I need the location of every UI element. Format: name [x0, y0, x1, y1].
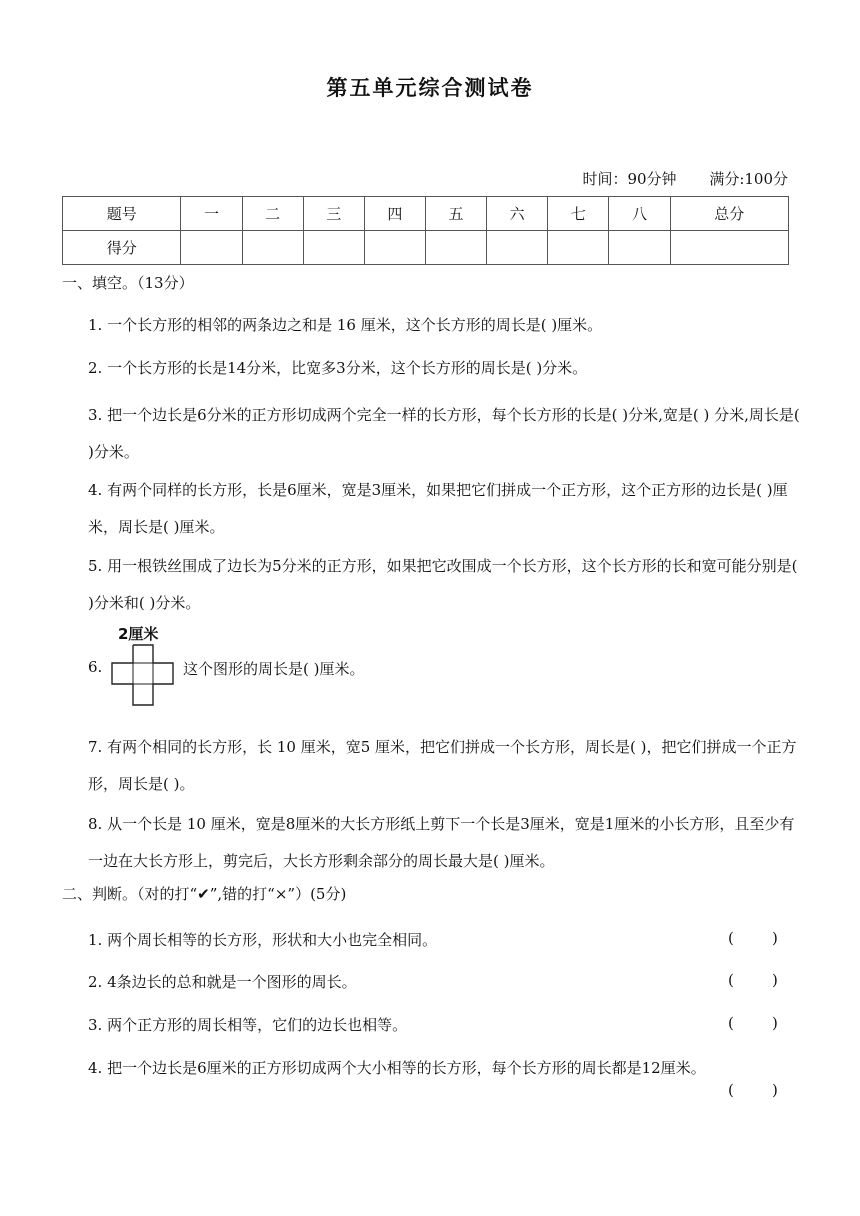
score-cell: 二	[242, 197, 303, 231]
score-input-cell[interactable]	[670, 231, 788, 265]
score-input-cell[interactable]	[609, 231, 670, 265]
score-cell: 八	[609, 197, 670, 231]
question-item: 1. 一个长方形的相邻的两条边之和是 16 厘米，这个长方形的周长是( )厘米。	[88, 316, 603, 334]
answer-blank[interactable]: ( )	[728, 929, 778, 947]
score-cell: 总分	[670, 197, 788, 231]
judgment-item: 1. 两个周长相等的长方形，形状和大小也完全相同。	[88, 931, 438, 949]
score-input-cell[interactable]	[487, 231, 548, 265]
answer-blank[interactable]: ( )	[728, 1014, 778, 1032]
exam-meta	[554, 168, 788, 189]
figure-label: 2厘米	[118, 625, 159, 643]
question-number: 6.	[88, 658, 103, 676]
score-input-cell[interactable]	[242, 231, 303, 265]
score-input-cell[interactable]	[181, 231, 242, 265]
answer-blank[interactable]: ( )	[728, 971, 778, 989]
score-cell: 六	[487, 197, 548, 231]
answer-blank[interactable]: ( )	[728, 1081, 778, 1099]
score-input-cell[interactable]	[548, 231, 609, 265]
time-limit: 时间：90分钟	[582, 170, 677, 188]
score-table	[62, 196, 789, 265]
score-input-cell[interactable]	[303, 231, 364, 265]
question-item: 7. 有两个相同的长方形，长 10 厘米，宽5 厘米，把它们拼成一个长方形，周长是( )，把它们拼成一个正方形，周长是( )。	[88, 738, 797, 793]
score-cell: 得分	[63, 231, 181, 265]
judgment-item: 4. 把一个边长是6厘米的正方形切成两个大小相等的长方形，每个长方形的周长都是12厘米。	[88, 1059, 706, 1077]
score-table-header-row	[63, 197, 789, 231]
question-item: 3. 把一个边长是6分米的正方形切成两个完全一样的长方形，每个长方形的长是( )分米,宽是( ) 分米,周长是( )分米。	[88, 406, 800, 461]
page-title: 第五单元综合测试卷	[326, 75, 534, 100]
judgment-item: 2. 4条边长的总和就是一个图形的周长。	[88, 973, 357, 991]
full-score: 满分:100分	[709, 170, 788, 188]
question-text: 这个图形的周长是( )厘米。	[183, 660, 365, 678]
cross-figure	[110, 625, 180, 707]
score-cell: 七	[548, 197, 609, 231]
score-input-cell[interactable]	[425, 231, 486, 265]
question-item: 2. 一个长方形的长是14分米，比宽多3分米，这个长方形的周长是( )分米。	[88, 359, 588, 377]
section-heading: 二、判断。（对的打“✔”,错的打“×”）(5分)	[62, 885, 347, 903]
question-item: 4. 有两个同样的长方形，长是6厘米，宽是3厘米，如果把它们拼成一个正方形，这个正方形的边长是( )厘米，周长是( )厘米。	[88, 481, 788, 536]
score-input-cell[interactable]	[364, 231, 425, 265]
score-cell: 五	[425, 197, 486, 231]
score-cell: 一	[181, 197, 242, 231]
score-cell: 四	[364, 197, 425, 231]
section-heading: 一、填空。（13分）	[62, 274, 194, 292]
question-item: 8. 从一个长是 10 厘米，宽是8厘米的大长方形纸上剪下一个长是3厘米，宽是1厘米的小长方形，且至少有一边在大长方形上，剪完后，大长方形剩余部分的周长最大是( )厘米。	[88, 815, 795, 870]
question-item: 5. 用一根铁丝围成了边长为5分米的正方形，如果把它改围成一个长方形，这个长方形的长和宽可能分别是( )分米和( )分米。	[88, 557, 798, 612]
score-cell: 题号	[63, 197, 181, 231]
judgment-item: 3. 两个正方形的周长相等，它们的边长也相等。	[88, 1016, 408, 1034]
score-table-score-row	[63, 231, 789, 265]
score-cell: 三	[303, 197, 364, 231]
